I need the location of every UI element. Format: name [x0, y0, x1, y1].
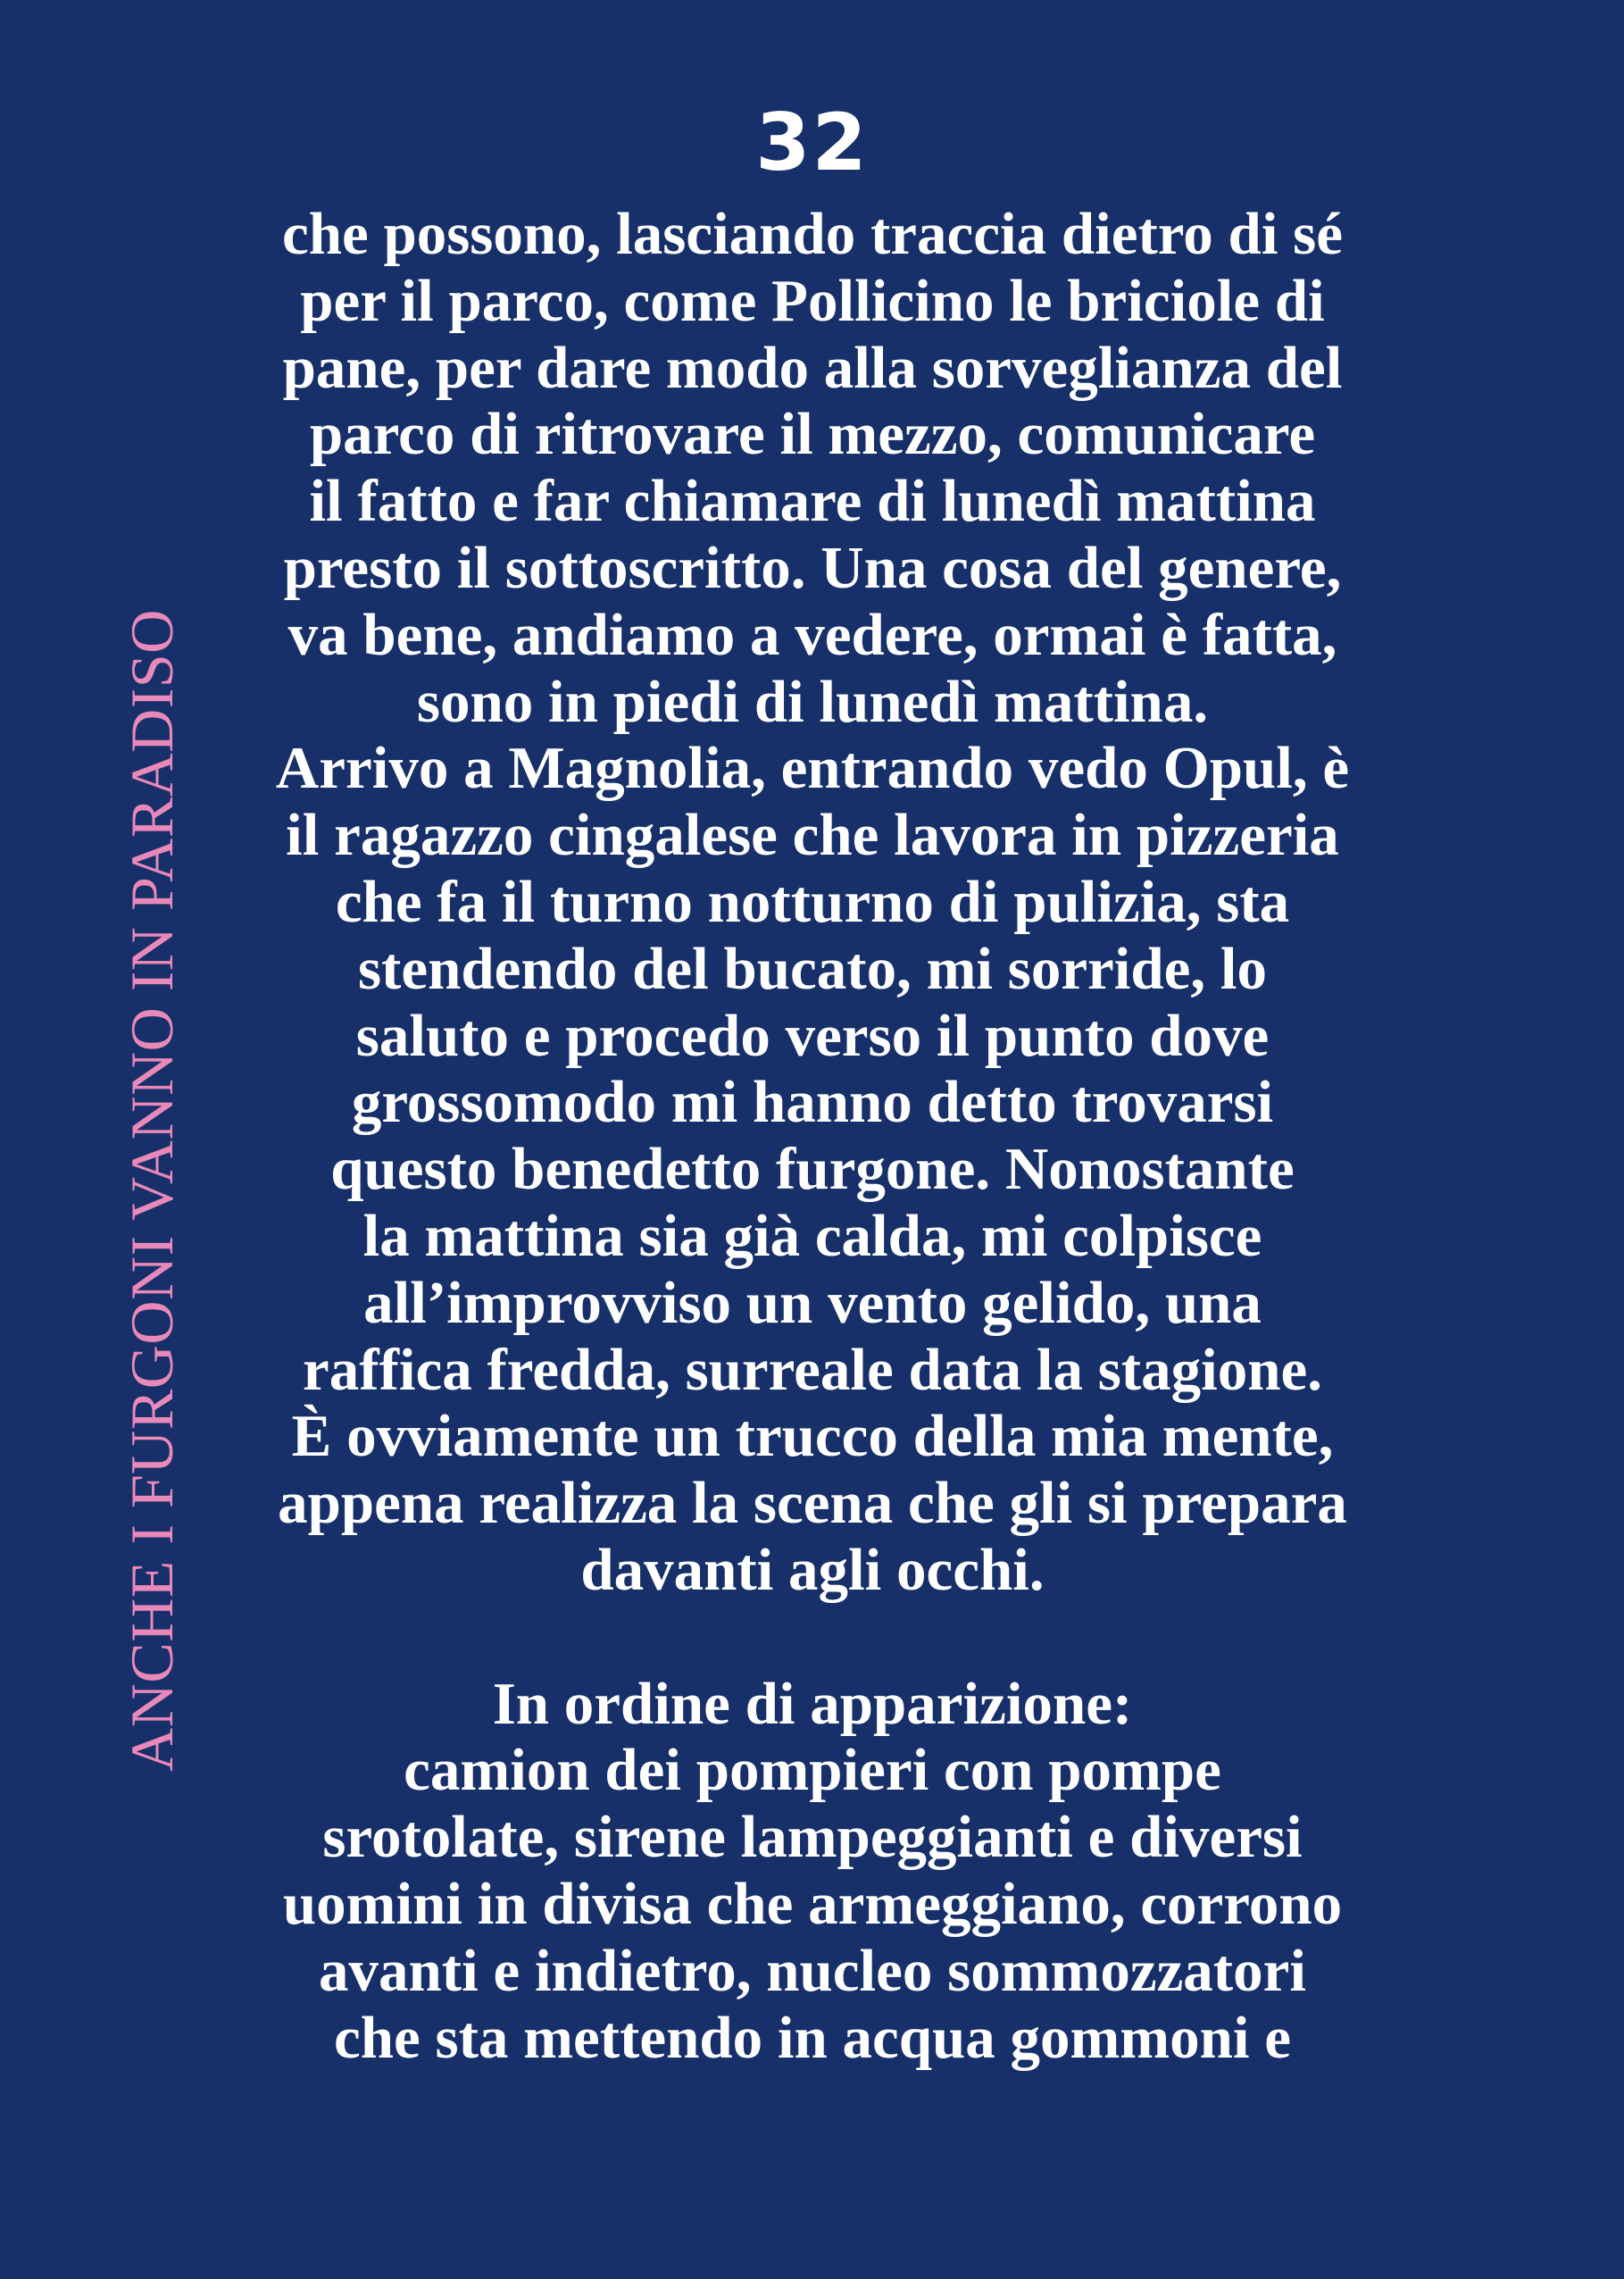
text-line: il fatto e far chiamare di lunedì mattina	[309, 468, 1316, 535]
text-line: avanti e indietro, nucleo sommozzatori	[319, 1937, 1306, 2004]
text-line: parco di ritrovare il mezzo, comunicare	[309, 401, 1316, 468]
text-line: appena realizza la scena che gli si prepara	[278, 1470, 1347, 1537]
text-line: presto il sottoscritto. Una cosa del genere,	[283, 534, 1342, 601]
text-line: In ordine di apparizione:	[492, 1670, 1133, 1737]
text-line: pane, per dare modo alla sorveglianza del	[282, 334, 1343, 401]
text-line: il ragazzo cingalese che lavora in pizzeria	[286, 802, 1339, 869]
text-line: per il parco, come Pollicino le briciole di	[300, 267, 1325, 334]
page-number: 32	[755, 96, 869, 188]
text-line: stendendo del bucato, mi sorride, lo	[357, 935, 1268, 1002]
body-text	[161, 201, 1464, 2071]
text-line: È ovviamente un trucco della mia mente,	[291, 1403, 1334, 1470]
text-line: camion dei pompieri con pompe	[404, 1737, 1221, 1804]
text-line: grossomodo mi hanno detto trovarsi	[351, 1069, 1274, 1136]
text-line: saluto e procedo verso il punto dove	[355, 1002, 1270, 1069]
text-line: la mattina sia già calda, mi colpisce	[362, 1202, 1262, 1269]
text-line: va bene, andiamo a vedere, ormai è fatta,	[287, 601, 1337, 668]
running-title: ANCHE I FURGONI VANNO IN PARADISO	[118, 609, 186, 1772]
paragraph-break	[161, 1604, 1464, 1671]
text-line: davanti agli occhi.	[580, 1536, 1045, 1603]
text-line: srotolate, sirene lampeggianti e diversi	[322, 1804, 1303, 1871]
text-line: Arrivo a Magnolia, entrando vedo Opul, è	[275, 735, 1350, 802]
text-line: all’improvviso un vento gelido, una	[363, 1269, 1262, 1336]
text-line: uomini in divisa che armeggiano, corrono	[282, 1870, 1343, 1937]
text-line: raffica fredda, surreale data la stagione.	[303, 1336, 1322, 1403]
text-line: che sta mettendo in acqua gommoni e	[334, 2004, 1291, 2071]
text-line: sono in piedi di lunedì mattina.	[416, 668, 1209, 735]
text-line: questo benedetto furgone. Nonostante	[330, 1136, 1295, 1203]
text-line: che possono, lasciando traccia dietro di sé	[281, 201, 1343, 267]
text-line: che fa il turno notturno di pulizia, sta	[335, 868, 1290, 935]
